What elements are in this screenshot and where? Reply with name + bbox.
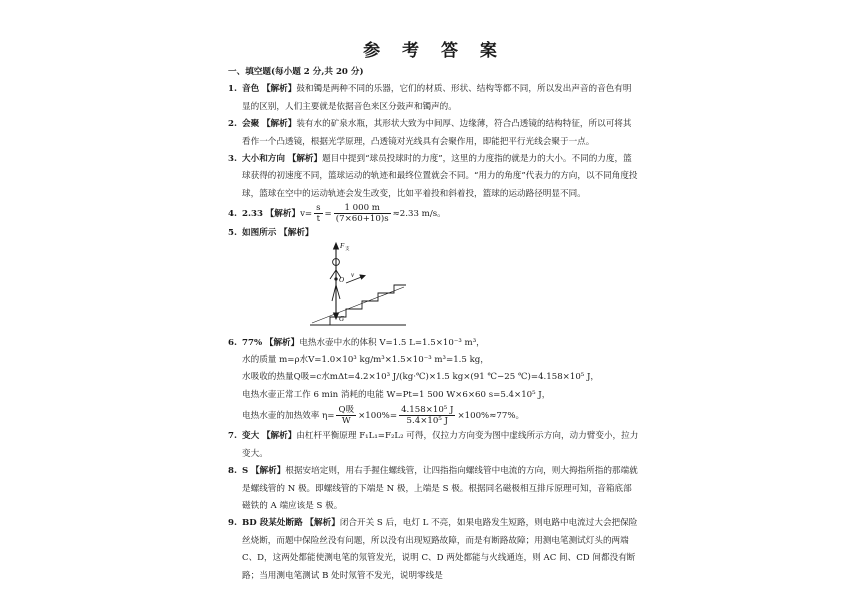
answer-page — [228, 30, 640, 585]
force-sub-label: 支 — [345, 246, 350, 252]
fraction-s-over-t: $\frac{s}{t}$ — [316, 203, 321, 225]
section-heading: 一、填空题(每小题 2 分,共 20 分) — [228, 67, 364, 77]
page-title: 参 考 答 案 — [363, 41, 505, 61]
answer-item-2: 2. 会聚 【解析】装有水的矿泉水瓶，其形状大致为中间厚、边缘薄，符合凸透镜的结构特征，所以可将其看作一个凸透镜，根据光学原理，凸透镜对光线具有会聚作用，即能把平行光线会聚于一点。 — [228, 119, 632, 147]
fraction-distance-time: $\frac{1 000 m}{(7\times 60+10)s}$ — [335, 203, 389, 225]
force-diagram — [228, 243, 640, 335]
answer-item-9: 9. BD 段某处断路 【解析】闭合开关 S 后，电灯 L 不亮，如果电路发生短路，则电路中电流过大会把保险丝烧断，而题中保险丝没有问题，所以没有出现短路故障，而是有断路故障；用测电笔测试灯头的两端 C、D，这两处都能使测电笔的氖管发光，说明 C、D 两处都能与火线通连，则 AC 间、CD 间都没有断路；当用测电笔测试 B 处时氖管不发光，说明零线是 — [228, 518, 638, 581]
velocity-label: v — [351, 270, 355, 279]
answer-item-8: 8. S 【解析】根据安培定则，用右手握住螺线管，让四指指向螺线管中电流的方向，则大拇指所指的那端就是螺线管的 N 极。即螺线管的下端是 N 极，上端是 S 极。根据同名磁极相互排斥原理可知，音箱底部磁铁的 A 端应该是 S 极。 — [228, 466, 638, 511]
point-label: O — [339, 275, 345, 284]
answer-item-4: 4. 2.33 【解析】v= $\frac{s}{t}$ = $\frac{1 000 m}{(7\times 60+10)s}$ ≈2.33 m/s。 — [228, 203, 446, 225]
force-diagram-svg — [308, 239, 408, 331]
answer-item-1: 1. 音色 【解析】鼓和镯是两种不同的乐器，它们的材质、形状、结构等都不同，所以发出声音的音色有明显的区别，人们主要就是依据音色来区分鼓声和镯声的。 — [228, 84, 632, 112]
answer-item-5: 5. 如图所示 【解析】 — [228, 228, 314, 239]
answer-item-7: 7. 变大 【解析】由杠杆平衡原理 F₁L₁=F₂L₂ 可得，仅拉力方向变为图中虚线所示方向，动力臂变小，拉力变大。 — [228, 431, 639, 459]
efficiency-equation: 电热水壶的加热效率 η= $\frac{\text{Q吸}}{W}$ ×100%= $\frac{\text{4.158×10⁵ J}}{\text{5.4×10⁵ J}}$ ×100%≈77%。 — [242, 405, 525, 427]
force-label: F — [340, 241, 345, 250]
gravity-label: G — [339, 314, 345, 323]
answer-item-3: 3. 大小和方向 【解析】题目中提到“球员投球时的力度”，这里的力度指的就是力的大小。不同的力度，篮球获得的初速度不同，篮球运动的轨迹和最终位置就会不同。“用力的角度”代表力的方向，以不同角度投球，篮球在空中的运动轨迹会发生改变，比如平着投和斜着投，篮球的运动路径明显不同。 — [228, 154, 638, 199]
answer-item-6: 6. 77% 【解析】电热水壶中水的体积 V=1.5 L=1.5×10⁻³ m³， 水的质量 m=ρ水V=1.0×10³ kg/m³×1.5×10⁻³ m³=1.5 kg， 水吸收的热量Q吸=c水mΔt=4.2×10³ J/(kg·℃)×1.5 kg×(91 ℃−25 ℃)=4.158×10⁵ J， 电热水壶正常工作 6 min 消耗的电能 W=Pt=1 500 W×6×60 s=5.4×10⁵ J， 电热水壶的加热效率 η= $\frac{\text{Q吸}}{W}$ ×100%= $\frac{\text{4.158×10⁵ J}}{\text{5.4×10⁵ J}}$ ×100%≈77%。 — [228, 335, 640, 429]
